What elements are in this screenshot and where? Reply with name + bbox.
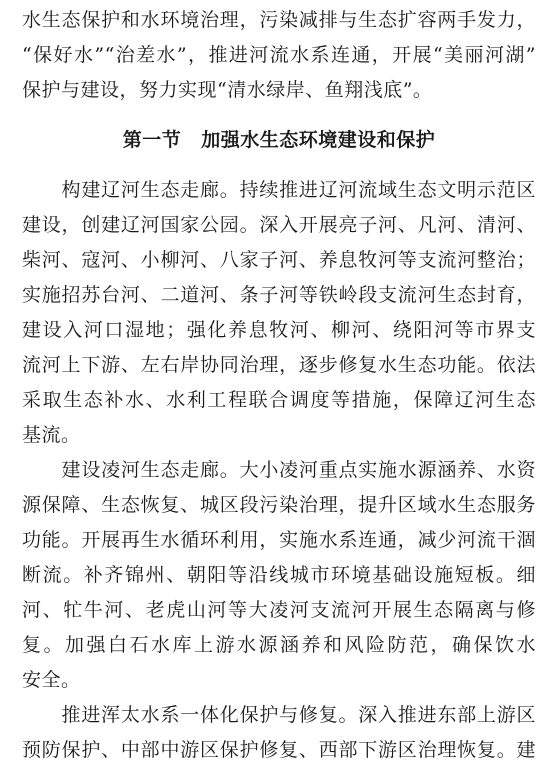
p3-line-2: 预防保护、中部中游区保护修复、西部下游区治理恢复。建 bbox=[22, 739, 536, 761]
p1-line-1: 构建辽河生态走廊。持续推进辽河流域生态文明示范区 bbox=[22, 179, 536, 201]
p1-line-5: 建设入河口湿地；强化养息牧河、柳河、绕阳河等市界支 bbox=[22, 319, 536, 341]
p1-line-3: 柴河、寇河、小柳河、八家子河、养息牧河等支流河整治； bbox=[22, 249, 536, 271]
p1-line-2: 建设，创建辽河国家公园。深入开展亮子河、凡河、清河、 bbox=[22, 214, 536, 236]
p2-line-2: 源保障、生态恢复、城区段污染治理，提升区域水生态服务 bbox=[22, 494, 536, 516]
p2-line-4: 断流。补齐锦州、朝阳等沿线城市环境基础设施短板。细 bbox=[22, 564, 536, 586]
p1-line-8: 基流。 bbox=[22, 424, 81, 446]
p1-line-4: 实施招苏台河、二道河、条子河等铁岭段支流河生态封育， bbox=[22, 284, 536, 306]
p2-line-7: 安全。 bbox=[22, 669, 81, 691]
p1-line-7: 采取生态补水、水利工程联合调度等措施，保障辽河生态 bbox=[22, 389, 536, 411]
intro-line-3: 保护与建设，努力实现“清水绿岸、鱼翔浅底”。 bbox=[22, 79, 433, 101]
p2-line-5: 河、牤牛河、老虎山河等大凌河支流河开展生态隔离与修 bbox=[22, 599, 536, 621]
p2-line-3: 功能。开展再生水循环利用，实施水系连通，减少河流干涸 bbox=[22, 529, 536, 551]
p2-line-1: 建设凌河生态走廊。大小凌河重点实施水源涵养、水资 bbox=[22, 459, 536, 481]
p1-line-6: 流河上下游、左右岸协同治理，逐步修复水生态功能。依法 bbox=[22, 354, 536, 376]
section-heading bbox=[0, 125, 558, 155]
intro-line-2: “保好水”“治差水”，推进河流水系连通，开展“美丽河湖” bbox=[22, 44, 536, 66]
p2-line-6: 复。加强白石水库上游水源涵养和风险防范，确保饮水 bbox=[22, 634, 536, 656]
section-number: 第一节 bbox=[122, 129, 182, 151]
p3-line-1: 推进浑太水系一体化保护与修复。深入推进东部上游区 bbox=[22, 704, 536, 726]
intro-line-1: 水生态保护和水环境治理，污染减排与生态扩容两手发力， bbox=[22, 9, 536, 31]
section-title: 加强水生态环境建设和保护 bbox=[201, 129, 436, 151]
